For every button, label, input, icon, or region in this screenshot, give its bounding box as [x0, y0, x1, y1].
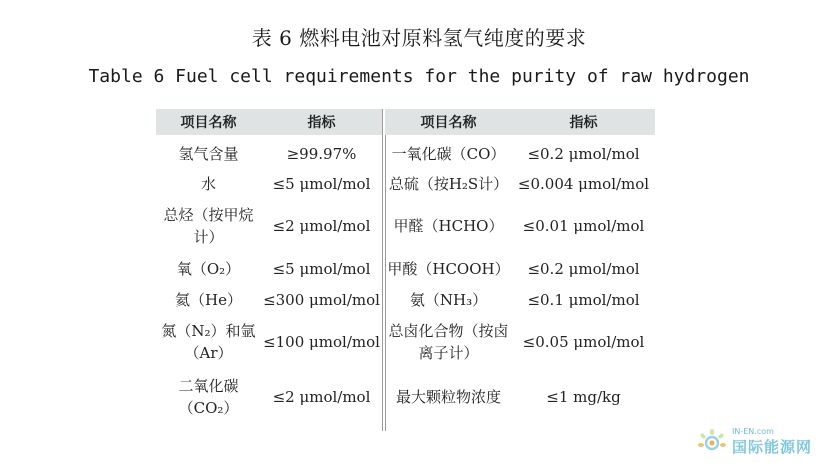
item-value: ≤0.2 μmol/mol [527, 145, 640, 163]
table-title-english: Table 6 Fuel cell requirements for the purity of raw hydrogen [88, 66, 750, 87]
table-title-chinese: 表 6 燃料电池对原料氢气纯度的要求 [251, 26, 587, 50]
item-value: ≥99.97% [286, 145, 357, 163]
item-name: 甲酸（HCOOH） [387, 260, 510, 278]
table-right-half [385, 109, 655, 425]
header-item-name: 项目名称 [420, 115, 477, 131]
item-name: 水 [200, 175, 216, 193]
table-row [156, 369, 382, 425]
item-name: 一氧化碳（CO） [391, 145, 506, 163]
item-value: ≤5 μmol/mol [272, 260, 371, 278]
item-value: ≤2 μmol/mol [272, 388, 371, 406]
table-left-half [156, 109, 382, 425]
item-value: ≤0.05 μmol/mol [522, 333, 645, 351]
table-row [385, 135, 655, 169]
purity-table [156, 109, 655, 431]
item-value: ≤0.1 μmol/mol [527, 291, 640, 309]
item-value: ≤2 μmol/mol [272, 217, 371, 235]
item-name: 最大颗粒物浓度 [395, 388, 501, 406]
header-index: 指标 [569, 115, 598, 131]
table-row [385, 169, 655, 199]
table-row [156, 169, 382, 199]
item-value: ≤0.004 μmol/mol [517, 175, 650, 193]
table-row [156, 199, 382, 253]
table-header [385, 109, 655, 135]
table-row [156, 285, 382, 315]
table-row [385, 253, 655, 285]
item-value: ≤100 μmol/mol [263, 333, 380, 351]
item-name: 氧（O₂） [176, 260, 241, 278]
item-value: ≤5 μmol/mol [272, 175, 371, 193]
table-row [385, 315, 655, 369]
watermark-logo [698, 424, 828, 458]
item-name: 甲醛（HCHO） [393, 217, 504, 235]
table-header [156, 109, 382, 135]
item-name: 总硫（按H₂S计） [388, 175, 509, 193]
item-name: 二氧化碳（CO₂） [178, 377, 239, 417]
table-row [156, 253, 382, 285]
item-value: ≤0.2 μmol/mol [527, 260, 640, 278]
item-value: ≤1 mg/kg [546, 388, 621, 406]
item-name: 氢气含量 [178, 145, 239, 163]
table-divider [382, 109, 383, 431]
watermark-en: IN-EN.com [732, 427, 774, 436]
table-row [385, 199, 655, 253]
item-value: ≤300 μmol/mol [263, 291, 380, 309]
item-name: 总烃（按甲烷计） [163, 206, 254, 246]
item-name: 氮（N₂）和氩（Ar） [161, 322, 256, 362]
header-item-name: 项目名称 [180, 115, 237, 131]
item-name: 氦（He） [175, 291, 242, 309]
item-name: 总卤化合物（按卤离子计） [388, 322, 509, 362]
table-row [385, 285, 655, 315]
table-row [156, 315, 382, 369]
header-index: 指标 [307, 115, 336, 131]
sun-icon [698, 428, 728, 456]
item-value: ≤0.01 μmol/mol [522, 217, 645, 235]
item-name: 氨（NH₃） [409, 291, 488, 309]
table-row [385, 369, 655, 425]
table-row [156, 135, 382, 169]
watermark-cn: 国际能源网 [732, 438, 813, 456]
